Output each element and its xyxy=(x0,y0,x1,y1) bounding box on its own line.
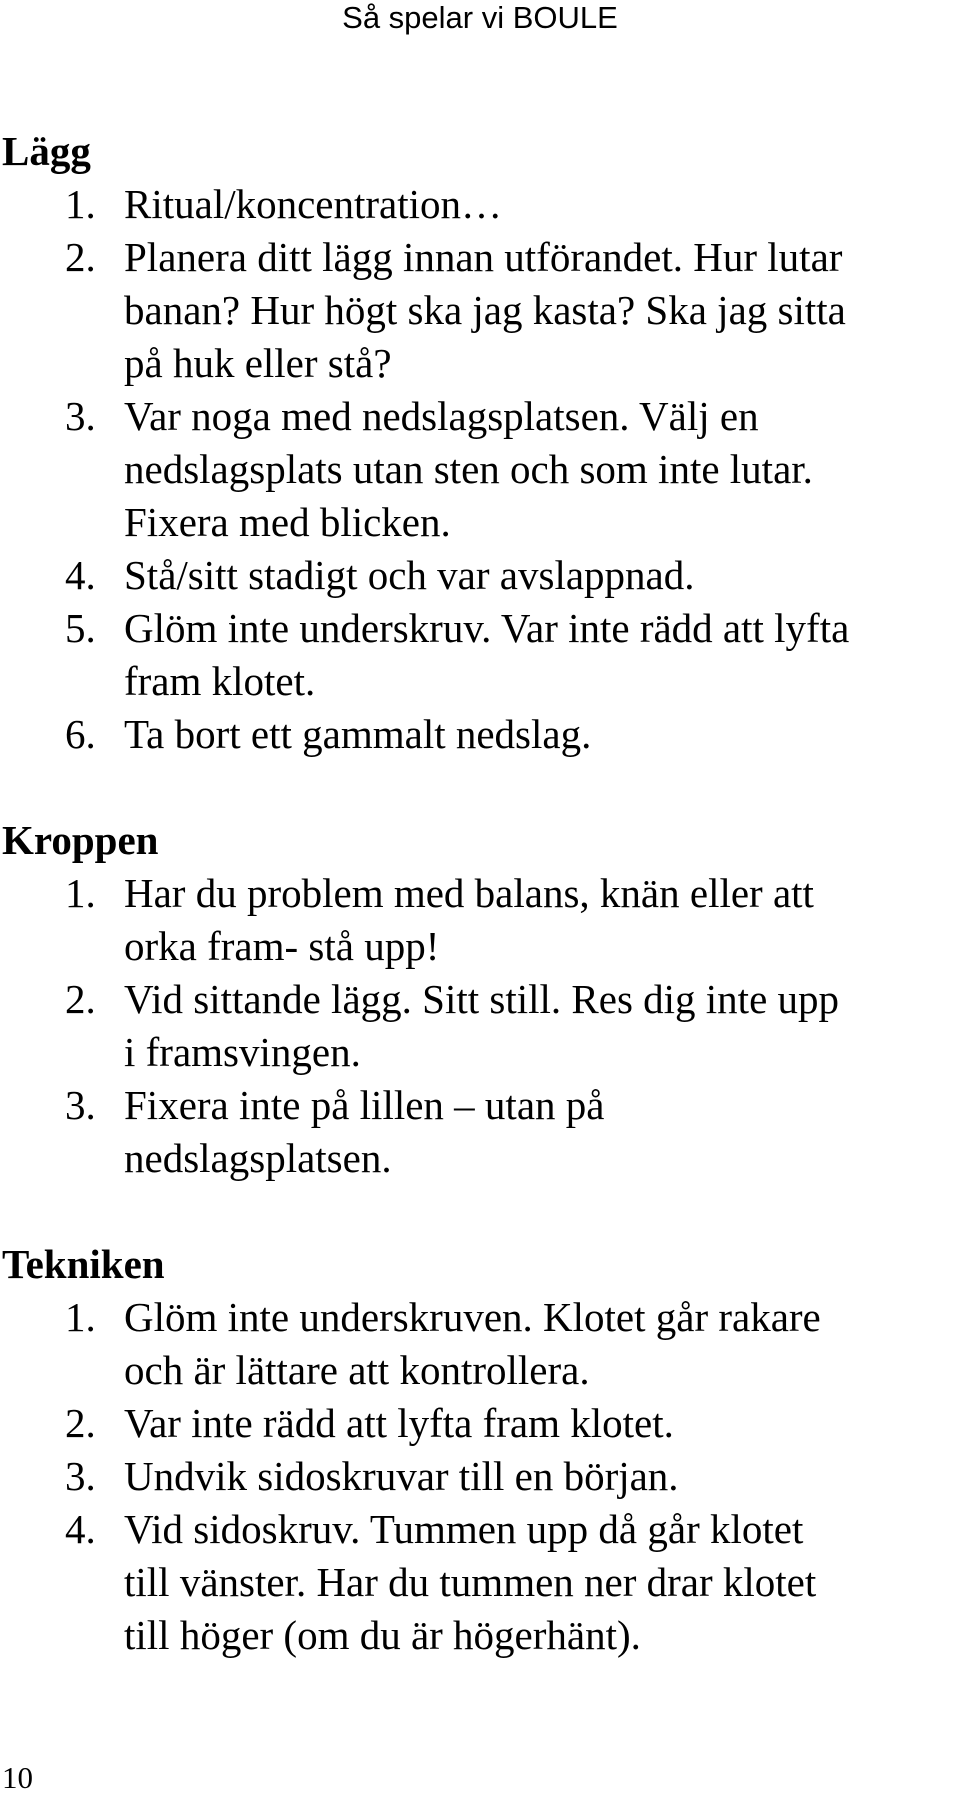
item-number: 3. xyxy=(65,1082,96,1128)
item-number: 2. xyxy=(65,234,96,280)
list-item xyxy=(0,1079,960,1185)
item-line: nedslagsplats utan sten och som inte lutar. xyxy=(124,446,813,492)
item-line: Glöm inte underskruv. Var inte rädd att lyfta xyxy=(124,605,850,651)
section-gap xyxy=(0,1185,960,1238)
list-item xyxy=(0,178,960,231)
item-line: och är lättare att kontrollera. xyxy=(124,1347,590,1393)
item-line: orka fram- stå upp! xyxy=(124,923,440,969)
list-item xyxy=(0,1291,960,1397)
section-title-kroppen: Kroppen xyxy=(2,817,159,863)
item-number: 3. xyxy=(65,393,96,439)
section-title-lagg: Lägg xyxy=(2,128,91,174)
item-number: 2. xyxy=(65,1400,96,1446)
item-line: Planera ditt lägg innan utförandet. Hur lutar xyxy=(124,234,843,280)
item-line: till vänster. Har du tummen ner drar klotet xyxy=(124,1559,817,1605)
list-item xyxy=(0,708,960,761)
item-line: Ta bort ett gammalt nedslag. xyxy=(124,711,592,757)
item-number: 3. xyxy=(65,1453,96,1499)
list-tekniken xyxy=(0,1291,960,1662)
item-line: Var noga med nedslagsplatsen. Välj en xyxy=(124,393,759,439)
list-item xyxy=(0,1503,960,1662)
item-line: Har du problem med balans, knän eller att xyxy=(124,870,814,916)
item-line: Var inte rädd att lyfta fram klotet. xyxy=(124,1400,674,1446)
list-item xyxy=(0,390,960,549)
item-number: 2. xyxy=(65,976,96,1022)
item-line: Vid sittande lägg. Sitt still. Res dig inte upp xyxy=(124,976,840,1022)
section-gap xyxy=(0,761,960,814)
item-number: 5. xyxy=(65,605,96,651)
item-line: Fixera med blicken. xyxy=(124,499,451,545)
item-number: 1. xyxy=(65,181,96,227)
list-kroppen xyxy=(0,867,960,1185)
page-header: Så spelar vi BOULE xyxy=(342,0,618,35)
list-item xyxy=(0,1397,960,1450)
list-item xyxy=(0,867,960,973)
list-item xyxy=(0,973,960,1079)
item-line: till höger (om du är högerhänt). xyxy=(124,1612,641,1658)
list-item xyxy=(0,1450,960,1503)
list-item xyxy=(0,549,960,602)
item-line: nedslagsplatsen. xyxy=(124,1135,392,1181)
item-number: 4. xyxy=(65,1506,96,1552)
item-line: på huk eller stå? xyxy=(124,340,392,386)
list-item xyxy=(0,231,960,390)
item-line: Fixera inte på lillen – utan på xyxy=(124,1082,605,1128)
list-lagg xyxy=(0,178,960,761)
list-item xyxy=(0,602,960,708)
item-line: Vid sidoskruv. Tummen upp då går klotet xyxy=(124,1506,804,1552)
document-body xyxy=(0,125,960,1662)
item-line: Stå/sitt stadigt och var avslappnad. xyxy=(124,552,695,598)
item-number: 1. xyxy=(65,1294,96,1340)
item-number: 6. xyxy=(65,711,96,757)
item-line: Glöm inte underskruven. Klotet går rakare xyxy=(124,1294,821,1340)
item-line: banan? Hur högt ska jag kasta? Ska jag sitta xyxy=(124,287,846,333)
item-line: fram klotet. xyxy=(124,658,316,704)
page-number: 10 xyxy=(2,1760,33,1795)
item-number: 1. xyxy=(65,870,96,916)
item-line: i framsvingen. xyxy=(124,1029,361,1075)
item-number: 4. xyxy=(65,552,96,598)
section-title-tekniken: Tekniken xyxy=(2,1241,165,1287)
item-line: Undvik sidoskruvar till en början. xyxy=(124,1453,679,1499)
item-line: Ritual/koncentration… xyxy=(124,181,503,227)
